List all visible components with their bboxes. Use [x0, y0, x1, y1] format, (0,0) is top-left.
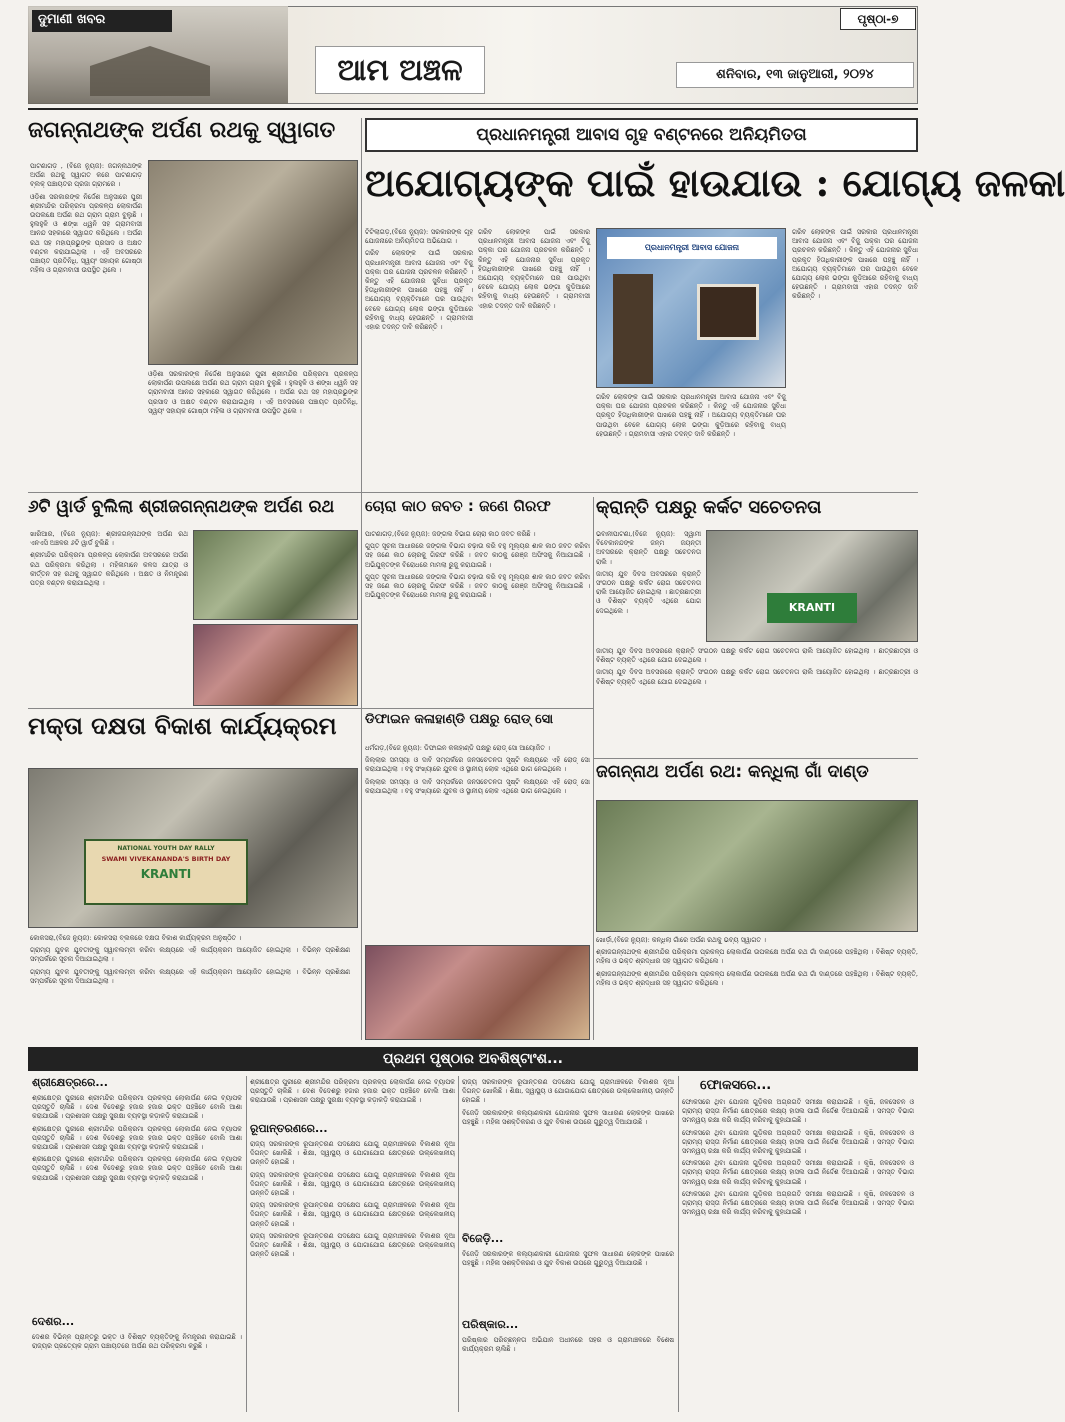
- continuation-heading: ଶ୍ରୀକ୍ଷେତ୍ରରେ...: [32, 1076, 108, 1089]
- article-body: ଗୁପ୍ତ ସୂଚନା ଆଧାରରେ ଜଙ୍ଗଲ ବିଭାଗ ଚଢ଼ାଉ କରି ବହୁ ମୂଲ୍ୟର ଶାଳ କାଠ ଜବତ କରିବା ସହ ଜଣେ କାଠ ଚୋରକୁ ଗିରଫ କରିଛି । ଜବତ କାଠକୁ ରେଞ୍ଜ ଅଫିସକୁ ନିଆଯାଇଛି । ଅଭିଯୁକ୍ତଙ୍କ ବିରୋଧରେ ମାମଲା ରୁଜୁ କରାଯାଇଛି ।: [365, 572, 590, 600]
- continuation-body: ରାଜ୍ୟ ସରକାରଙ୍କ ରୂପାନ୍ତରଣ ପଦକ୍ଷେପ ଯୋଗୁ ଗ୍ରାମାଞ୍ଚଳରେ ବିକାଶର ନୂଆ ଦିଗନ୍ତ ଖୋଲିଛି । ଶିକ୍ଷା, ସ୍ୱାସ୍ଥ୍ୟ ଓ ଯୋଗାଯୋଗ କ୍ଷେତ୍ରରେ ଉଲ୍ଲେଖନୀୟ ଉନ୍ନତି ହୋଇଛି ।: [250, 1140, 455, 1167]
- continuation-text: [250, 1078, 455, 1118]
- article-body: ଶ୍ରୀଜଗନ୍ନାଥଙ୍କ ଶ୍ରୀମନ୍ଦିର ପରିକ୍ରମା ପ୍ରକଳ୍ପ ଲୋକାର୍ପଣ ଉପଲକ୍ଷେ ଅର୍ପଣ ରଥ ଗାଁ ଦାଣ୍ଡରେ ପହଞ୍ଚିଥିଲା । ବିଶିଷ୍ଟ ବ୍ୟକ୍ତି, ମହିଳା ଓ ଭକ୍ତ ଶ୍ରଦ୍ଧାର ସହ ସ୍ୱାଗତ କରିଥିଲେ ।: [596, 969, 918, 987]
- dateline: ଧର୍ମଗଡ଼,(ବିଜେ ନ୍ୟୁଜ): ଡିଫାଇନ କଳାହାଣ୍ଡି ପକ୍ଷରୁ ରୋଡ୍ ସୋ ଆୟୋଜିତ ।: [365, 744, 550, 752]
- headline-road-show: ଡିଫାଇନ କଳାହାଣ୍ଡି ପକ୍ଷରୁ ରୋଡ୍ ସୋ: [365, 712, 554, 727]
- continuation-body: ଶ୍ରୀକ୍ଷେତ୍ର ପୁରୀରେ ଶ୍ରୀମନ୍ଦିର ପରିକ୍ରମା ପ୍ରକଳ୍ପ ଲୋକାର୍ପଣ ନେଇ ବ୍ୟାପକ ପ୍ରସ୍ତୁତି ଚାଲିଛି । ଦେଶ ବିଦେଶରୁ ହଜାର ହଜାର ଭକ୍ତ ପହଞ୍ଚିବେ ବୋଲି ଆଶା କରାଯାଉଛି । ପ୍ରଶାସନ ପକ୍ଷରୁ ସୁରକ୍ଷା ବ୍ୟବସ୍ଥା କଡ଼ାକଡ଼ି କରାଯାଇଛି ।: [32, 1124, 242, 1152]
- continuation-text: [462, 1336, 674, 1412]
- article-road-show: [365, 744, 590, 939]
- continuation-body: ପରିଷ୍କାର ପରିଚ୍ଛନ୍ନତା ଅଭିଯାନ ଅଧୀନରେ ସହର ଓ ଗ୍ରାମାଞ୍ଚଳରେ ବିଶେଷ କାର୍ଯ୍ୟକ୍ରମ ଚାଲିଛି ।: [462, 1336, 674, 1354]
- photo-rath-procession: [193, 530, 358, 620]
- continuation-heading: ପରିଷ୍କାର...: [462, 1318, 519, 1331]
- kranti-banner: KRANTI: [767, 593, 857, 623]
- masthead-rule: [28, 108, 918, 110]
- continuation-heading: ଫୋକସରେ...: [700, 1078, 772, 1093]
- column-divider: [593, 497, 594, 1040]
- article-housing-col3: [596, 393, 786, 488]
- photo-road-show-crowd: [365, 945, 590, 1040]
- article-skill: [30, 934, 350, 1040]
- continuation-body: ଶ୍ରୀକ୍ଷେତ୍ର ପୁରୀରେ ଶ୍ରୀମନ୍ଦିର ପରିକ୍ରମା ପ୍ରକଳ୍ପ ଲୋକାର୍ପଣ ନେଇ ବ୍ୟାପକ ପ୍ରସ୍ତୁତି ଚାଲିଛି । ଦେଶ ବିଦେଶରୁ ହଜାର ହଜାର ଭକ୍ତ ପହଞ୍ଚିବେ ବୋଲି ଆଶା କରାଯାଉଛି । ପ୍ରଶାସନ ପକ୍ଷରୁ ସୁରକ୍ଷା ବ୍ୟବସ୍ଥା କଡ଼ାକଡ଼ି କରାଯାଇଛି ।: [32, 1094, 242, 1121]
- dateline: ପାଟଣାଗଡ଼ , (ବିଜେ ନ୍ୟୁଜ): ଜଗନ୍ନାଥଙ୍କ ଅର୍ପଣ ରଥକୁ ସ୍ୱାଗତ କରେ ପାଟଣାଗଡ଼ ବ୍ଲକ୍ ପଞ୍ଚାୟତର ପ୍ରଜା ଗ୍ରାମରେ ।: [30, 162, 142, 189]
- section-label: ଦୁମାଣୀ ଖବର: [32, 10, 172, 32]
- article-body: ଗରିବ ଲୋକଙ୍କ ପାଇଁ ସରକାର ପ୍ରଧାନମନ୍ତ୍ରୀ ଆବାସ ଯୋଜନା ଏବଂ ବିଜୁ ପକ୍କା ଘର ଯୋଜନା ପ୍ରଚଳନ କରିଛନ୍ତି । କିନ୍ତୁ ଏହି ଯୋଜନାର ସୁବିଧା ପ୍ରକୃତ ହିତାଧିକାରୀଙ୍କ ପାଖରେ ପହଞ୍ଚୁ ନାହିଁ । ଅଯୋଗ୍ୟ ବ୍ୟକ୍ତିମାନେ ଘର ପାଉଥିବା ବେଳେ ଯୋଗ୍ୟ ଲୋକ ଭଙ୍ଗା କୁଡ଼ିଆରେ ରହିବାକୁ ବାଧ୍ୟ ହେଉଛନ୍ତି । ଗ୍ରାମବାସୀ ଏହାର ତଦନ୍ତ ଦାବି କରିଛନ୍ତି ।: [792, 228, 918, 301]
- dateline: କୋକସରା,(ବିଜେ ନ୍ୟୁଜ): କୋକସରା ବ୍ଲକରେ ଦକ୍ଷତା ବିକାଶ କାର୍ଯ୍ୟକ୍ରମ ଅନୁଷ୍ଠିତ ।: [30, 934, 242, 942]
- article-body: ଜାତୀୟ ଯୁବ ଦିବସ ଅବସରରେ କ୍ରାନ୍ତି ସଂଗଠନ ପକ୍ଷରୁ କର୍କଟ ରୋଗ ସଚେତନତା ରାଲି ଆୟୋଜିତ ହୋଇଥିଲା । ଛାତ୍ରଛାତ୍ରୀ ଓ ବିଶିଷ୍ଟ ବ୍ୟକ୍ତି ଏଥିରେ ଯୋଗ ଦେଇଥିଲେ ।: [596, 647, 918, 665]
- continuation-body: ଫୋକସରେ ଥିବା ଯୋଜନା ଗୁଡ଼ିକର ଅଗ୍ରଗତି ସମୀକ୍ଷା କରାଯାଇଛି । କୃଷି, ଜଳସେଚନ ଓ ଗ୍ରାମ୍ୟ ରାସ୍ତା ନିର୍ମାଣ କ୍ଷେତ୍ରରେ ଲକ୍ଷ୍ୟ ହାସଲ ପାଇଁ ନିର୍ଦ୍ଦେଶ ଦିଆଯାଇଛି । ସମସ୍ତ ବିଭାଗ ସମନ୍ୱୟ ରକ୍ଷା କରି କାର୍ଯ୍ୟ କରିବାକୁ କୁହାଯାଇଛି ।: [682, 1128, 914, 1156]
- article-housing-col2: [478, 228, 590, 488]
- article-body: ଜିଲ୍ଲାର ସମସ୍ୟା ଓ ଦାବି ସମ୍ପର୍କରେ ଜନସଚେତନତା ସୃଷ୍ଟି ଲକ୍ଷ୍ୟରେ ଏହି ରୋଡ୍ ସୋ କରାଯାଇଥିଲା । ବହୁ ସଂଖ୍ୟାରେ ଯୁବକ ଓ ସ୍ଥାନୀୟ ଲୋକ ଏଥିରେ ଭାଗ ନେଇଥିଲେ ।: [365, 777, 590, 795]
- rally-banner: [84, 839, 248, 905]
- article-timber: [365, 530, 590, 705]
- continuation-text: [462, 1078, 674, 1228]
- headline-timber: ଚୋରା କାଠ ଜବତ : ଜଣେ ଗିରଫ: [365, 497, 551, 515]
- dateline: ପାଟଣାଗଡ଼,(ବିଜେ ନ୍ୟୁଜ): ଜଙ୍ଗଲ ବିଭାଗ ଚୋରା କାଠ ଜବତ କରିଛି ।: [365, 530, 536, 538]
- issue-date: ଶନିବାର, ୧୩ ଜାନୁଆରୀ, ୨୦୨୪: [676, 62, 914, 88]
- continuation-heading: ଦେଶର...: [32, 1315, 75, 1328]
- headline-ward-rath: ୬ଟି ୱାର୍ଡ ବୁଲିଲା ଶ୍ରୀଜଗନ୍ନାଥଙ୍କ ଅର୍ପଣ ରଥ: [28, 497, 335, 517]
- continuation-body: ବିଜେଡ଼ି ସରକାରଙ୍କ କଲ୍ୟାଣକାରୀ ଯୋଜନାର ସୁଫଳ ସାଧାରଣ ଲୋକଙ୍କ ପାଖରେ ପହଞ୍ଚୁଛି । ମହିଳା ସଶକ୍ତିକରଣ ଓ ଯୁବ ବିକାଶ ଉପରେ ଗୁରୁତ୍ୱ ଦିଆଯାଉଛି ।: [462, 1250, 674, 1268]
- continuation-body: ରାଜ୍ୟ ସରକାରଙ୍କ ରୂପାନ୍ତରଣ ପଦକ୍ଷେପ ଯୋଗୁ ଗ୍ରାମାଞ୍ଚଳରେ ବିକାଶର ନୂଆ ଦିଗନ୍ତ ଖୋଲିଛି । ଶିକ୍ଷା, ସ୍ୱାସ୍ଥ୍ୟ ଓ ଯୋଗାଯୋଗ କ୍ଷେତ୍ରରେ ଉଲ୍ଲେଖନୀୟ ଉନ୍ନତି ହୋଇଛି ।: [250, 1170, 455, 1198]
- photo-youth-rally: [28, 768, 358, 928]
- article-body: ଗରିବ ଲୋକଙ୍କ ପାଇଁ ସରକାର ପ୍ରଧାନମନ୍ତ୍ରୀ ଆବାସ ଯୋଜନା ଏବଂ ବିଜୁ ପକ୍କା ଘର ଯୋଜନା ପ୍ରଚଳନ କରିଛନ୍ତି । କିନ୍ତୁ ଏହି ଯୋଜନାର ସୁବିଧା ପ୍ରକୃତ ହିତାଧିକାରୀଙ୍କ ପାଖରେ ପହଞ୍ଚୁ ନାହିଁ । ଅଯୋଗ୍ୟ ବ୍ୟକ୍ତିମାନେ ଘର ପାଉଥିବା ବେଳେ ଯୋଗ୍ୟ ଲୋକ ଭଙ୍ଗା କୁଡ଼ିଆରେ ରହିବାକୁ ବାଧ୍ୟ ହେଉଛନ୍ତି । ଗ୍ରାମବାସୀ ଏହାର ତଦନ୍ତ ଦାବି କରିଛନ୍ତି ।: [596, 393, 786, 438]
- continuation-banner: ପ୍ରଥମ ପୃଷ୍ଠାର ଅବଶିଷ୍ଟାଂଶ...: [28, 1047, 918, 1071]
- article-body: ଗରିବ ଲୋକଙ୍କ ପାଇଁ ସରକାର ପ୍ରଧାନମନ୍ତ୍ରୀ ଆବାସ ଯୋଜନା ଏବଂ ବିଜୁ ପକ୍କା ଘର ଯୋଜନା ପ୍ରଚଳନ କରିଛନ୍ତି । କିନ୍ତୁ ଏହି ଯୋଜନାର ସୁବିଧା ପ୍ରକୃତ ହିତାଧିକାରୀଙ୍କ ପାଖରେ ପହଞ୍ଚୁ ନାହିଁ । ଅଯୋଗ୍ୟ ବ୍ୟକ୍ତିମାନେ ଘର ପାଉଥିବା ବେଳେ ଯୋଗ୍ୟ ଲୋକ ଭଙ୍ଗା କୁଡ଼ିଆରେ ରହିବାକୁ ବାଧ୍ୟ ହେଉଛନ୍ତି । ଗ୍ରାମବାସୀ ଏହାର ତଦନ୍ତ ଦାବି କରିଛନ୍ତି ।: [365, 249, 473, 332]
- continuation-body: ଶ୍ରୀକ୍ଷେତ୍ର ପୁରୀରେ ଶ୍ରୀମନ୍ଦିର ପରିକ୍ରମା ପ୍ରକଳ୍ପ ଲୋକାର୍ପଣ ନେଇ ବ୍ୟାପକ ପ୍ରସ୍ତୁତି ଚାଲିଛି । ଦେଶ ବିଦେଶରୁ ହଜାର ହଜାର ଭକ୍ତ ପହଞ୍ଚିବେ ବୋଲି ଆଶା କରାଯାଉଛି । ପ୍ରଶାସନ ପକ୍ଷରୁ ସୁରକ୍ଷା ବ୍ୟବସ୍ଥା କଡ଼ାକଡ଼ି କରାଯାଇଛି ।: [32, 1155, 242, 1182]
- window-grill: [697, 284, 759, 340]
- housing-banner: ପ୍ରଧାନମନ୍ତ୍ରୀ ଆବାସ ଗୃହ ବଣ୍ଟନରେ ଅନିୟମିତତା: [365, 118, 918, 152]
- photo-awas-house: [596, 228, 786, 388]
- photo-kalasa-yatra: [193, 624, 358, 706]
- article-body: ଜାତୀୟ ଯୁବ ଦିବସ ଅବସରରେ କ୍ରାନ୍ତି ସଂଗଠନ ପକ୍ଷରୁ କର୍କଟ ରୋଗ ସଚେତନତା ରାଲି ଆୟୋଜିତ ହୋଇଥିଲା । ଛାତ୍ରଛାତ୍ରୀ ଓ ବିଶିଷ୍ଟ ବ୍ୟକ୍ତି ଏଥିରେ ଯୋଗ ଦେଇଥିଲେ ।: [596, 569, 701, 615]
- article-jagannath-welcome: [30, 162, 142, 497]
- continuation-text: [32, 1094, 242, 1309]
- continuation-text: [32, 1333, 242, 1413]
- photo-kranti-rally: [706, 530, 918, 642]
- article-body: ଗୁପ୍ତ ସୂଚନା ଆଧାରରେ ଜଙ୍ଗଲ ବିଭାଗ ଚଢ଼ାଉ କରି ବହୁ ମୂଲ୍ୟର ଶାଳ କାଠ ଜବତ କରିବା ସହ ଜଣେ କାଠ ଚୋରକୁ ଗିରଫ କରିଛି । ଜବତ କାଠକୁ ରେଞ୍ଜ ଅଫିସକୁ ନିଆଯାଇଛି । ଅଭିଯୁକ୍ତଙ୍କ ବିରୋଧରେ ମାମଲା ରୁଜୁ କରାଯାଇଛି ।: [365, 542, 590, 569]
- doorway: [613, 274, 653, 384]
- continuation-body: ବିଜେଡ଼ି ସରକାରଙ୍କ କଲ୍ୟାଣକାରୀ ଯୋଜନାର ସୁଫଳ ସାଧାରଣ ଲୋକଙ୍କ ପାଖରେ ପହଞ୍ଚୁଛି । ମହିଳା ସଶକ୍ତିକରଣ ଓ ଯୁବ ବିକାଶ ଉପରେ ଗୁରୁତ୍ୱ ଦିଆଯାଉଛି ।: [462, 1108, 674, 1126]
- continuation-text: [462, 1250, 674, 1312]
- dateline: ଭବାନୀପାଟଣା,(ବିଜେ ନ୍ୟୁଜ): ସ୍ୱାମୀ ବିବେକାନନ୍ଦଙ୍କ ଜନ୍ମ ଜୟନ୍ତୀ ଅବସରରେ କ୍ରାନ୍ତି ପକ୍ଷରୁ ସଚେତନତା ରାଲି ।: [596, 530, 701, 566]
- headline-kranti: କ୍ରାନ୍ତି ପକ୍ଷରୁ କର୍କଟ ସଚେତନତା: [596, 497, 822, 518]
- continuation-body: ରାଜ୍ୟ ସରକାରଙ୍କ ରୂପାନ୍ତରଣ ପଦକ୍ଷେପ ଯୋଗୁ ଗ୍ରାମାଞ୍ଚଳରେ ବିକାଶର ନୂଆ ଦିଗନ୍ତ ଖୋଲିଛି । ଶିକ୍ଷା, ସ୍ୱାସ୍ଥ୍ୟ ଓ ଯୋଗାଯୋଗ କ୍ଷେତ୍ରରେ ଉଲ୍ଲେଖନୀୟ ଉନ୍ନତି ହୋଇଛି ।: [250, 1201, 455, 1228]
- article-kandhila: [596, 936, 918, 1040]
- continuation-heading: ରୂପାନ୍ତରଣରେ...: [250, 1122, 328, 1135]
- dateline: ଟିଟିଲାଗଡ଼,(ବିଜେ ନ୍ୟୁଜ): ସରକାରଙ୍କ ଗୃହ ଯୋଜନାରେ ଅନିୟମିତତା ଅଭିଯୋଗ ।: [365, 228, 473, 246]
- continuation-text: [250, 1140, 455, 1412]
- photo-arpan-rath-truck: [148, 160, 358, 365]
- continuation-body: ଫୋକସରେ ଥିବା ଯୋଜନା ଗୁଡ଼ିକର ଅଗ୍ରଗତି ସମୀକ୍ଷା କରାଯାଇଛି । କୃଷି, ଜଳସେଚନ ଓ ଗ୍ରାମ୍ୟ ରାସ୍ତା ନିର୍ମାଣ କ୍ଷେତ୍ରରେ ଲକ୍ଷ୍ୟ ହାସଲ ପାଇଁ ନିର୍ଦ୍ଦେଶ ଦିଆଯାଇଛି । ସମସ୍ତ ବିଭାଗ ସମନ୍ୱୟ ରକ୍ଷା କରି କାର୍ଯ୍ୟ କରିବାକୁ କୁହାଯାଇଛି ।: [682, 1159, 914, 1186]
- photo-kandhila-gathering: [596, 800, 918, 932]
- article-ward-rath: [30, 530, 188, 705]
- article-body: ଗରିବ ଲୋକଙ୍କ ପାଇଁ ସରକାର ପ୍ରଧାନମନ୍ତ୍ରୀ ଆବାସ ଯୋଜନା ଏବଂ ବିଜୁ ପକ୍କା ଘର ଯୋଜନା ପ୍ରଚଳନ କରିଛନ୍ତି । କିନ୍ତୁ ଏହି ଯୋଜନାର ସୁବିଧା ପ୍ରକୃତ ହିତାଧିକାରୀଙ୍କ ପାଖରେ ପହଞ୍ଚୁ ନାହିଁ । ଅଯୋଗ୍ୟ ବ୍ୟକ୍ତିମାନେ ଘର ପାଉଥିବା ବେଳେ ଯୋଗ୍ୟ ଲୋକ ଭଙ୍ଗା କୁଡ଼ିଆରେ ରହିବାକୁ ବାଧ୍ୟ ହେଉଛନ୍ତି । ଗ୍ରାମବାସୀ ଏହାର ତଦନ୍ତ ଦାବି କରିଛନ୍ତି ।: [478, 228, 590, 310]
- rally-banner-kranti: KRANTI: [140, 867, 192, 881]
- article-jagannath-welcome-cont: [148, 370, 358, 495]
- continuation-body: ଫୋକସରେ ଥିବା ଯୋଜନା ଗୁଡ଼ିକର ଅଗ୍ରଗତି ସମୀକ୍ଷା କରାଯାଇଛି । କୃଷି, ଜଳସେଚନ ଓ ଗ୍ରାମ୍ୟ ରାସ୍ତା ନିର୍ମାଣ କ୍ଷେତ୍ରରେ ଲକ୍ଷ୍ୟ ହାସଲ ପାଇଁ ନିର୍ଦ୍ଦେଶ ଦିଆଯାଇଛି । ସମସ୍ତ ବିଭାଗ ସମନ୍ୱୟ ରକ୍ଷା କରି କାର୍ଯ୍ୟ କରିବାକୁ କୁହାଯାଇଛି ।: [682, 1098, 914, 1125]
- article-body: ଓଡ଼ିଶା ସରକାରଙ୍କ ନିର୍ଦ୍ଦେଶ ଅନୁସାରେ ପୁରୀ ଶ୍ରୀମନ୍ଦିର ପରିକ୍ରମା ପ୍ରକଳ୍ପ ଲୋକାର୍ପଣ ଉପଲକ୍ଷେ ଅର୍ପଣ ରଥ ଗ୍ରାମ ଗ୍ରାମ ବୁଲୁଛି । ହୁଲହୁଳି ଓ ଶଙ୍ଖ ଧ୍ୱନି ସହ ଗ୍ରାମବାସୀ ଆନନ୍ଦ ସହକାରେ ସ୍ୱାଗତ କରିଥିଲେ । ଅର୍ପଣ ରଥ ସହ ମହାପ୍ରଭୁଙ୍କ ପ୍ରସାଦ ଓ ଅକ୍ଷତ ବଣ୍ଟନ କରାଯାଇଥିଲା । ଏହି ଅବସରରେ ପଞ୍ଚାୟତ ପ୍ରତିନିଧି, ସ୍ୱୟଂ ସହାୟକ ଗୋଷ୍ଠୀ ମହିଳା ଓ ଗ୍ରାମବାସୀ ଉପସ୍ଥିତ ଥିଲେ ।: [148, 370, 358, 415]
- article-body: ଜିଲ୍ଲାର ସମସ୍ୟା ଓ ଦାବି ସମ୍ପର୍କରେ ଜନସଚେତନତା ସୃଷ୍ଟି ଲକ୍ଷ୍ୟରେ ଏହି ରୋଡ୍ ସୋ କରାଯାଇଥିଲା । ବହୁ ସଂଖ୍ୟାରେ ଯୁବକ ଓ ସ୍ଥାନୀୟ ଲୋକ ଏଥିରେ ଭାଗ ନେଇଥିଲେ ।: [365, 756, 590, 774]
- article-housing-col5: [792, 228, 918, 488]
- continuation-text: [682, 1098, 914, 1412]
- article-body: ଗ୍ରାମ୍ୟ ଯୁବକ ଯୁବତୀଙ୍କୁ ସ୍ୱାବଲମ୍ବୀ କରିବା ଲକ୍ଷ୍ୟରେ ଏହି କାର୍ଯ୍ୟକ୍ରମ ଆୟୋଜିତ ହୋଇଥିଲା । ବିଭିନ୍ନ ପ୍ରଶିକ୍ଷଣ ସମ୍ପର୍କରେ ସୂଚନା ଦିଆଯାଇଥିଲା ।: [30, 946, 350, 964]
- divider: [28, 492, 918, 493]
- continuation-body: ରାଜ୍ୟ ସରକାରଙ୍କ ରୂପାନ୍ତରଣ ପଦକ୍ଷେପ ଯୋଗୁ ଗ୍ରାମାଞ୍ଚଳରେ ବିକାଶର ନୂଆ ଦିଗନ୍ତ ଖୋଲିଛି । ଶିକ୍ଷା, ସ୍ୱାସ୍ଥ୍ୟ ଓ ଯୋଗାଯୋଗ କ୍ଷେତ୍ରରେ ଉଲ୍ଲେଖନୀୟ ଉନ୍ନତି ହୋଇଛି ।: [250, 1231, 455, 1259]
- article-body: ଶ୍ରୀଜଗନ୍ନାଥଙ୍କ ଶ୍ରୀମନ୍ଦିର ପରିକ୍ରମା ପ୍ରକଳ୍ପ ଲୋକାର୍ପଣ ଉପଲକ୍ଷେ ଅର୍ପଣ ରଥ ଗାଁ ଦାଣ୍ଡରେ ପହଞ୍ଚିଥିଲା । ବିଶିଷ୍ଟ ବ୍ୟକ୍ତି, ମହିଳା ଓ ଭକ୍ତ ଶ୍ରଦ୍ଧାର ସହ ସ୍ୱାଗତ କରିଥିଲେ ।: [596, 948, 918, 966]
- headline-kandhila: ଜଗନ୍ନାଥ ଅର୍ପଣ ରଥ: କନ୍ଧିଲା ଗାଁ ଦାଣ୍ଡ: [596, 762, 869, 782]
- headline-jagannath-welcome: ଜଗନ୍ନାଥଙ୍କ ଅର୍ପଣ ରଥକୁ ସ୍ୱାଗତ: [28, 118, 336, 143]
- column-divider: [678, 1076, 679, 1412]
- column-divider: [246, 1076, 247, 1412]
- dateline: ଖୋର୍ଡ଼ା,(ବିଜେ ନ୍ୟୁଜ): କନ୍ଧିଲା ଗାଁରେ ଅର୍ପଣ ରଥକୁ ଭବ୍ୟ ସ୍ୱାଗତ ।: [596, 936, 766, 944]
- divider: [593, 758, 918, 759]
- article-body: ଗ୍ରାମ୍ୟ ଯୁବକ ଯୁବତୀଙ୍କୁ ସ୍ୱାବଲମ୍ବୀ କରିବା ଲକ୍ଷ୍ୟରେ ଏହି କାର୍ଯ୍ୟକ୍ରମ ଆୟୋଜିତ ହୋଇଥିଲା । ବିଭିନ୍ନ ପ୍ରଶିକ୍ଷଣ ସମ୍ପର୍କରେ ସୂଚନା ଦିଆଯାଇଥିଲା ।: [30, 967, 350, 985]
- page-title: ଆମ ଅଞ୍ଚଳ: [315, 46, 485, 94]
- column-divider: [458, 1076, 459, 1412]
- divider: [28, 708, 593, 709]
- continuation-heading: ବିଜେଡ଼ି...: [462, 1232, 504, 1245]
- headline-skill: ମକ୍ତା ଦକ୍ଷତା ବିକାଶ କାର୍ଯ୍ୟକ୍ରମ: [28, 712, 337, 740]
- article-kranti-col2: [596, 647, 918, 755]
- continuation-body: ଦେଶର ବିଭିନ୍ନ ପ୍ରାନ୍ତରୁ ଭକ୍ତ ଓ ବିଶିଷ୍ଟ ବ୍ୟକ୍ତିଙ୍କୁ ନିମନ୍ତ୍ରଣ କରାଯାଇଛି । ରାଜ୍ୟର ପ୍ରତ୍ୟେକ ଗ୍ରାମ ପଞ୍ଚାୟତରେ ଅର୍ପଣ ରଥ ପରିକ୍ରମା କରୁଛି ।: [32, 1333, 242, 1351]
- continuation-body: ରାଜ୍ୟ ସରକାରଙ୍କ ରୂପାନ୍ତରଣ ପଦକ୍ଷେପ ଯୋଗୁ ଗ୍ରାମାଞ୍ଚଳରେ ବିକାଶର ନୂଆ ଦିଗନ୍ତ ଖୋଲିଛି । ଶିକ୍ଷା, ସ୍ୱାସ୍ଥ୍ୟ ଓ ଯୋଗାଯୋଗ କ୍ଷେତ୍ରରେ ଉଲ୍ଲେଖନୀୟ ଉନ୍ନତି ହୋଇଛି ।: [462, 1078, 674, 1105]
- article-housing-col1: [365, 228, 473, 488]
- article-body: ଓଡ଼ିଶା ସରକାରଙ୍କ ନିର୍ଦ୍ଦେଶ ଅନୁସାରେ ପୁରୀ ଶ୍ରୀମନ୍ଦିର ପରିକ୍ରମା ପ୍ରକଳ୍ପ ଲୋକାର୍ପଣ ଉପଲକ୍ଷେ ଅର୍ପଣ ରଥ ଗ୍ରାମ ଗ୍ରାମ ବୁଲୁଛି । ହୁଲହୁଳି ଓ ଶଙ୍ଖ ଧ୍ୱନି ସହ ଗ୍ରାମବାସୀ ଆନନ୍ଦ ସହକାରେ ସ୍ୱାଗତ କରିଥିଲେ । ଅର୍ପଣ ରଥ ସହ ମହାପ୍ରଭୁଙ୍କ ପ୍ରସାଦ ଓ ଅକ୍ଷତ ବଣ୍ଟନ କରାଯାଇଥିଲା । ଏହି ଅବସରରେ ପଞ୍ଚାୟତ ପ୍ରତିନିଧି, ସ୍ୱୟଂ ସହାୟକ ଗୋଷ୍ଠୀ ମହିଳା ଓ ଗ୍ରାମବାସୀ ଉପସ୍ଥିତ ଥିଲେ ।: [30, 192, 142, 275]
- continuation-body: ଶ୍ରୀକ୍ଷେତ୍ର ପୁରୀରେ ଶ୍ରୀମନ୍ଦିର ପରିକ୍ରମା ପ୍ରକଳ୍ପ ଲୋକାର୍ପଣ ନେଇ ବ୍ୟାପକ ପ୍ରସ୍ତୁତି ଚାଲିଛି । ଦେଶ ବିଦେଶରୁ ହଜାର ହଜାର ଭକ୍ତ ପହଞ୍ଚିବେ ବୋଲି ଆଶା କରାଯାଉଛି । ପ୍ରଶାସନ ପକ୍ଷରୁ ସୁରକ୍ଷା ବ୍ୟବସ୍ଥା କଡ଼ାକଡ଼ି କରାଯାଇଛି ।: [250, 1078, 455, 1105]
- continuation-body: ଫୋକସରେ ଥିବା ଯୋଜନା ଗୁଡ଼ିକର ଅଗ୍ରଗତି ସମୀକ୍ଷା କରାଯାଇଛି । କୃଷି, ଜଳସେଚନ ଓ ଗ୍ରାମ୍ୟ ରାସ୍ତା ନିର୍ମାଣ କ୍ଷେତ୍ରରେ ଲକ୍ଷ୍ୟ ହାସଲ ପାଇଁ ନିର୍ଦ୍ଦେଶ ଦିଆଯାଇଛି । ସମସ୍ତ ବିଭାଗ ସମନ୍ୱୟ ରକ୍ଷା କରି କାର୍ଯ୍ୟ କରିବାକୁ କୁହାଯାଇଛି ।: [682, 1189, 914, 1217]
- rally-banner-sub: NATIONAL YOUTH DAY RALLY: [117, 845, 215, 852]
- headline-housing: ଅଯୋଗ୍ୟଙ୍କ ପାଇଁ ହାଉଯାଉ : ଯୋଗ୍ୟ ଜଳକା: [365, 160, 1065, 205]
- house-sign: ପ୍ରଧାନମନ୍ତ୍ରୀ ଆବାସ ଯୋଜନା: [607, 237, 777, 259]
- page-number: ପୃଷ୍ଠା-୭: [840, 8, 916, 30]
- dateline: ଖାରିଆର, (ବିଜେ ନ୍ୟୁଜ): ଶ୍ରୀଜଗନ୍ନାଥଙ୍କ ଅର୍ପଣ ରଥ ଏନଏସି ଅଞ୍ଚଳର ୬ଟି ୱାର୍ଡ ବୁଲିଛି ।: [30, 530, 188, 548]
- article-body: ଶ୍ରୀମନ୍ଦିର ପରିକ୍ରମା ପ୍ରକଳ୍ପ ଲୋକାର୍ପଣ ଅବସରରେ ଅର୍ପଣ ରଥ ପରିକ୍ରମା କରିଥିଲା । ମହିଳାମାନେ କଳସ ଯାତ୍ରା ଓ କୀର୍ତ୍ତନ ସହ ରଥକୁ ସ୍ୱାଗତ କରିଥିଲେ । ଅକ୍ଷତ ଓ ନିମନ୍ତ୍ରଣ ପତ୍ର ବଣ୍ଟନ କରାଯାଇଥିଲା ।: [30, 551, 188, 588]
- article-kranti-col1: [596, 530, 701, 645]
- column-divider: [361, 118, 362, 1040]
- article-body: ଜାତୀୟ ଯୁବ ଦିବସ ଅବସରରେ କ୍ରାନ୍ତି ସଂଗଠନ ପକ୍ଷରୁ କର୍କଟ ରୋଗ ସଚେତନତା ରାଲି ଆୟୋଜିତ ହୋଇଥିଲା । ଛାତ୍ରଛାତ୍ରୀ ଓ ବିଶିଷ୍ଟ ବ୍ୟକ୍ତି ଏଥିରେ ଯୋଗ ଦେଇଥିଲେ ।: [596, 668, 918, 686]
- rally-banner-title: SWAMI VIVEKANANDA'S BIRTH DAY: [101, 855, 231, 863]
